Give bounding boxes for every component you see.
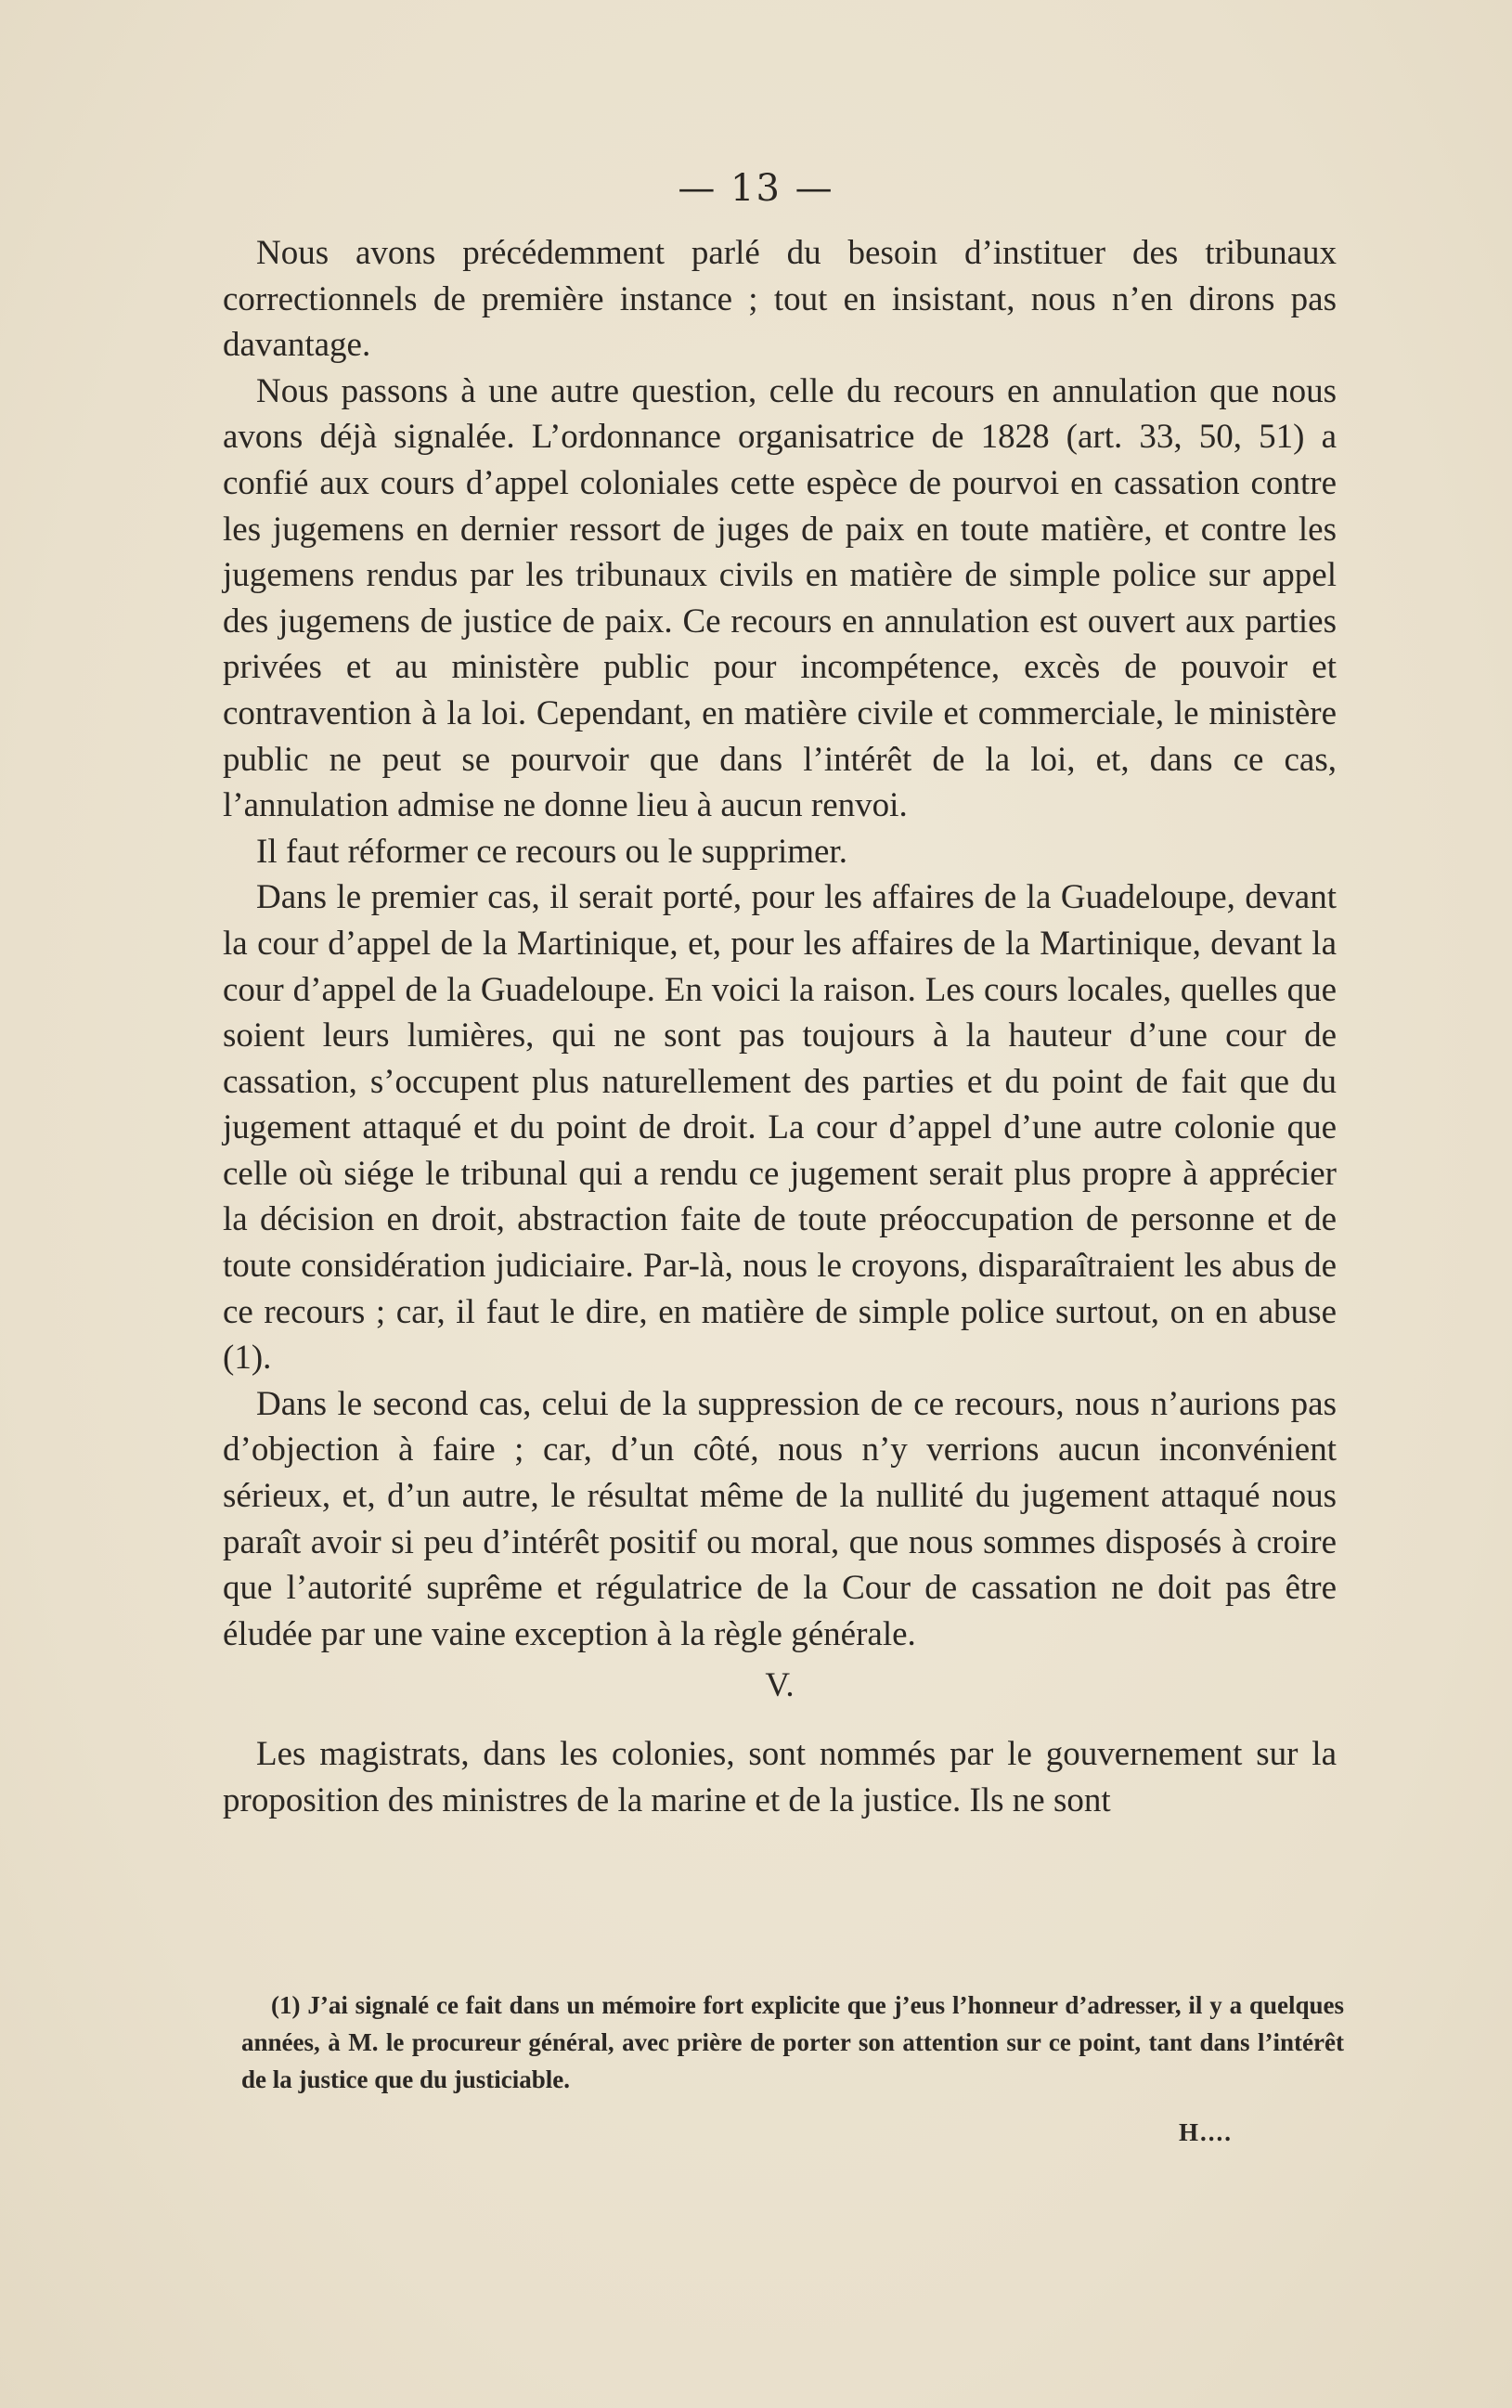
section-heading: V. bbox=[765, 1666, 795, 1705]
paragraph-reformer-recours: Il faut réformer ce recours ou le supprimer. bbox=[256, 832, 847, 871]
paragraph-recours-annulation: Nous passons à une autre question, celle du recours en annulation que nous avons déjà signalée. L’ordonnance organisatrice de 1828 (art. 33, 50, 51) a confié aux cours d’appel coloniales cette espèce de pourvoi en cassation contre les jugemens en dernier ressort de juges de paix en toute matière, et contre les jugemens rendus par les tribunaux civils en matière de simple police sur appel des jugemens de justice de paix. Ce recours en annulation est ouvert aux parties privées et au ministère public pour incompétence, excès de pouvoir et contravention à la loi. Cependant, en matière civile et commerciale, le ministère public ne peut se pourvoir que dans l’intérêt de la loi, et, dans ce cas, l’annulation admise ne donne lieu à aucun renvoi. bbox=[223, 371, 1337, 825]
paragraph-second-cas: Dans le second cas, celui de la suppression de ce recours, nous n’aurions pas d’objection à faire ; car, d’un côté, nous n’y verrions aucun inconvénient sérieux, et, d’un autre, le résultat même de la nullité du jugement attaqué nous paraît avoir si peu d’intérêt positif ou moral, que nous sommes disposés à croire que l’autorité suprême et régulatrice de la Cour de cassation ne doit pas être éludée par une vaine exception à la règle générale. bbox=[223, 1384, 1337, 1653]
footnote-text: (1) J’ai signalé ce fait dans un mémoire fort explicite que j’eus l’honneur d’adresser, il y a quelques années, à M. le procureur général, avec prière de porter son attention sur ce point, tant dans l’intérêt de la justice que du justiciable. bbox=[241, 1991, 1344, 2093]
paragraph-magistrats: Les magistrats, dans les colonies, sont nommés par le gouvernement sur la proposition des ministres de la marine et de la justice. Ils ne sont bbox=[223, 1735, 1337, 1819]
page-number: — 13 — bbox=[678, 167, 834, 210]
footnote-signature: H.... bbox=[1179, 2118, 1234, 2146]
paragraph-tribunaux-correctionnels: Nous avons précédemment parlé du besoin d’instituer des tribunaux correctionnels de première instance ; tout en insistant, nous n’en dirons pas davantage. bbox=[223, 234, 1337, 365]
paragraph-premier-cas: Dans le premier cas, il serait porté, pour les affaires de la Guadeloupe, devant la cour d’appel de la Martinique, et, pour les affaires de la Martinique, devant la cour d’appel de la Guadeloupe. En voici la raison. Les cours locales, quelles que soient leurs lumières, qui ne sont pas toujours à la hauteur d’une cour de cassation, s’occupent plus naturellement des parties et du point de fait que du jugement attaqué et du point de droit. La cour d’appel d’une autre colonie que celle où siége le tribunal qui a rendu ce jugement serait plus propre à apprécier la décision en droit, abstraction faite de toute préoccupation de personne et de toute considération judiciaire. Par-là, nous le croyons, disparaîtraient les abus de ce recours ; car, il faut le dire, en matière de simple police surtout, on en abuse (1). bbox=[223, 878, 1337, 1378]
footnote bbox=[241, 1987, 1344, 2098]
body-text bbox=[223, 230, 1337, 1823]
